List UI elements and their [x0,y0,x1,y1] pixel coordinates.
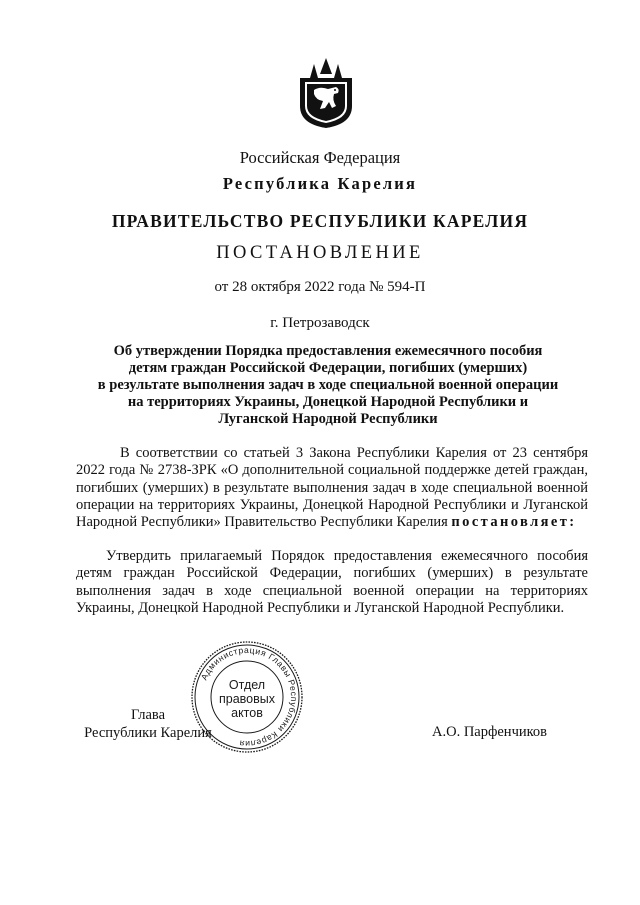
resolution-paragraph: Утвердить прилагаемый Порядок предоставления ежемесячного пособия детям граждан Российской Федерации, погибших (умерших) в результате выполнения задач в ходе специальной военной операции на территориях Украины, Донецкой Народной Республики и Луганской Народной Республики. [76,548,588,616]
title-line: Луганской Народной Республики [218,411,438,427]
stamp-ring-text: Администрация Главы Республики Карелия [198,644,300,750]
signatory-title-line: Глава [130,707,166,723]
republic-name: Республика Карелия [222,174,418,193]
stamp-label [210,678,284,720]
signatory-name: А.О. Парфенчиков [432,724,548,740]
title-line: в результате выполнения задач в ходе специальной военной операции [97,377,559,393]
document-type: ПОСТАНОВЛЕНИЕ [216,243,424,263]
country-name: Российская Федерация [239,148,401,167]
preamble-paragraph [76,445,588,531]
stamp-line: актов [231,706,263,720]
signatory-title [78,706,218,742]
decrees-colon: : [569,514,575,531]
decrees-word: постановляет [451,514,570,531]
decree-date-number: от 28 октября 2022 года № 594-П [214,279,426,295]
government-name: ПРАВИТЕЛЬСТВО РЕСПУБЛИКИ КАРЕЛИЯ [111,211,529,231]
title-line: Об утверждении Порядка предоставления ежемесячного пособия [113,343,543,359]
title-line: детям граждан Российской Федерации, погибших (умерших) [128,360,528,376]
title-line: на территориях Украины, Донецкой Народной Республики и [127,394,529,410]
stamp-line: правовых [219,692,275,706]
karelia-coat-of-arms-icon [296,56,356,130]
signatory-title-line: Республики Карелия [84,725,212,741]
stamp-line: Отдел [228,678,266,692]
document-title [90,343,566,428]
city-name: г. Петрозаводск [270,315,370,331]
preamble-text: В соответствии со статьей 3 Закона Республики Карелия от 23 сентября 2022 года № 2738-ЗРК «О дополнительной социальной поддержке детей граждан, погибших (умерших) в результате выполнения задач в ходе специальной военной операции на территориях Украины, Донецкой Народной Республики и Луганской Народной Республики» Правительство Республики Карелия [76,445,588,531]
